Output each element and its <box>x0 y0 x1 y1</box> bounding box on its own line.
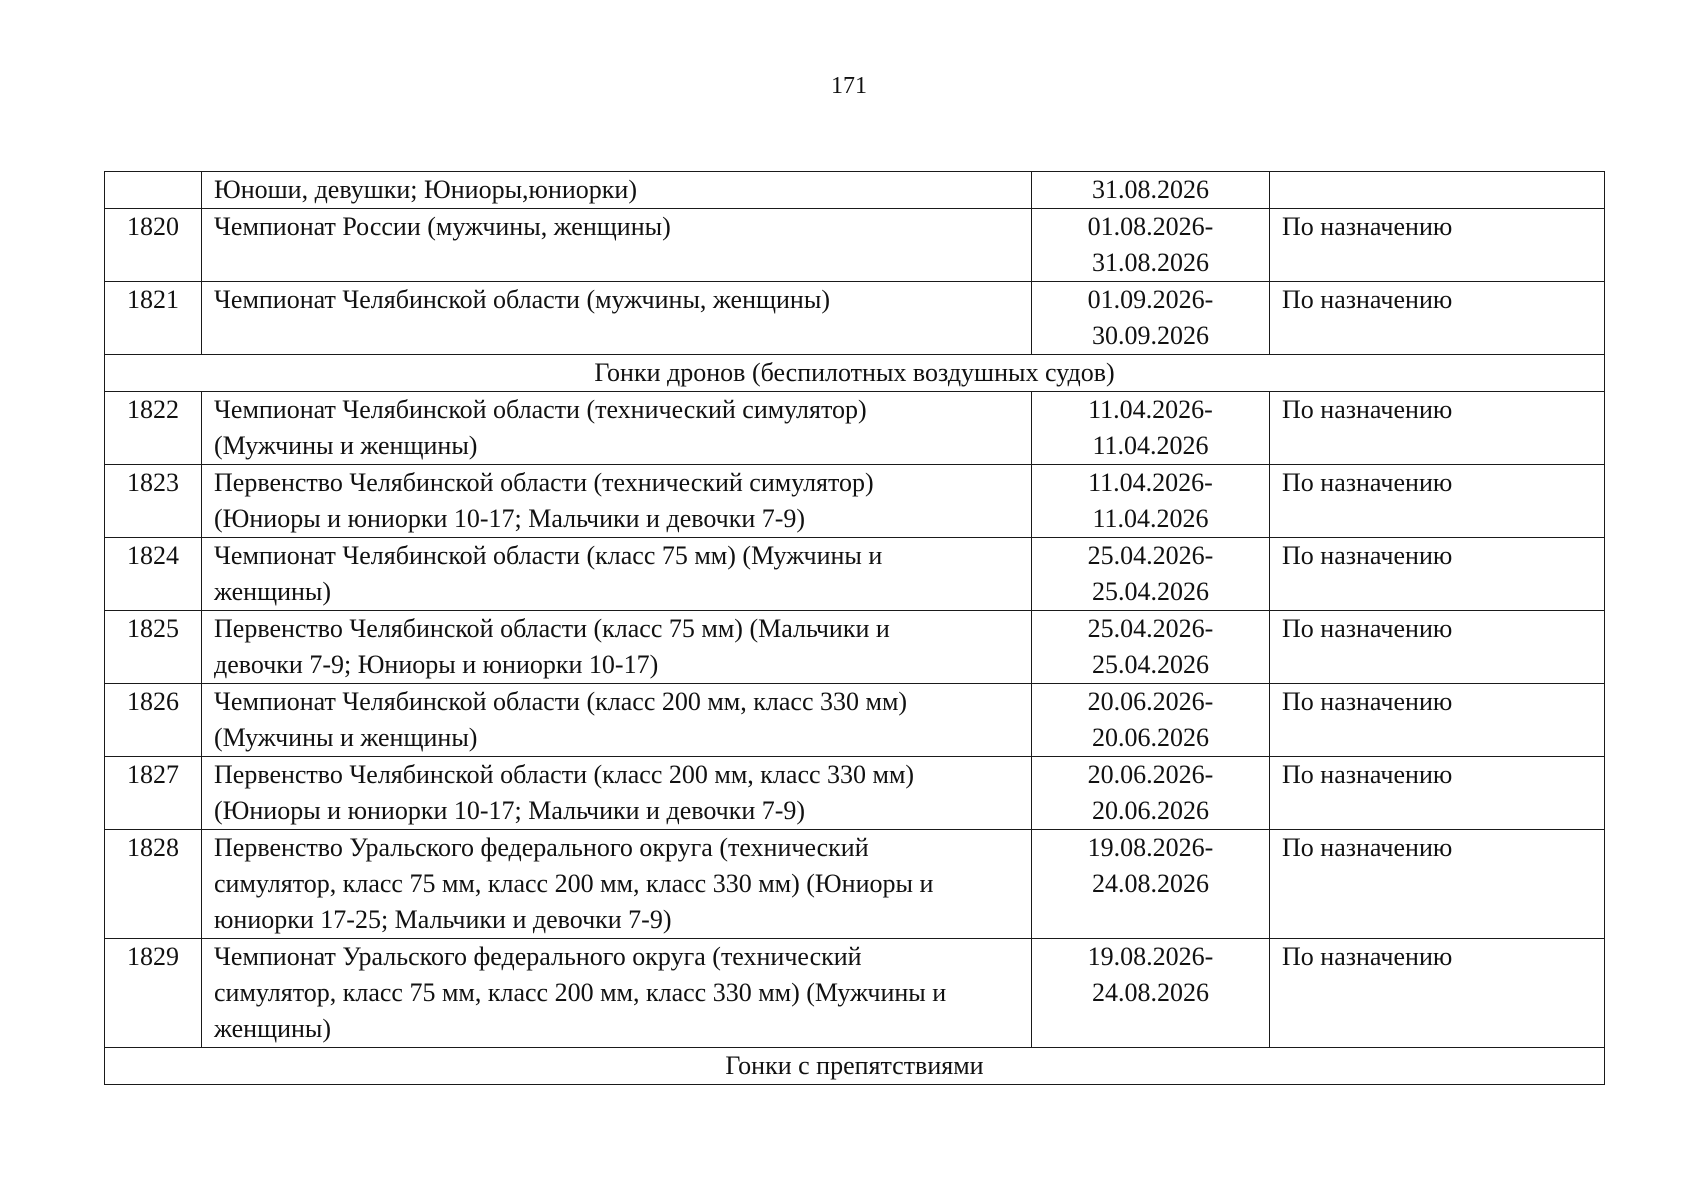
table-row <box>105 209 1605 282</box>
event-dates-cell: 20.06.2026- 20.06.2026 <box>1032 757 1270 830</box>
event-place-cell: По назначению <box>1270 757 1605 830</box>
event-dates-cell: 11.04.2026- 11.04.2026 <box>1032 392 1270 465</box>
event-number-cell: 1821 <box>105 282 202 355</box>
event-place-cell: По назначению <box>1270 611 1605 684</box>
event-number-cell: 1825 <box>105 611 202 684</box>
event-place-cell: По назначению <box>1270 939 1605 1048</box>
event-dates-cell: 01.09.2026- 30.09.2026 <box>1032 282 1270 355</box>
event-dates-cell: 31.08.2026 <box>1032 172 1270 209</box>
table-row <box>105 282 1605 355</box>
event-dates-cell: 19.08.2026- 24.08.2026 <box>1032 939 1270 1048</box>
event-name-cell: Чемпионат Челябинской области (класс 200 мм, класс 330 мм) (Мужчины и женщины) <box>202 684 1032 757</box>
event-number-cell: 1828 <box>105 830 202 939</box>
event-number-cell: 1822 <box>105 392 202 465</box>
event-name-cell: Первенство Челябинской области (класс 75 мм) (Мальчики и девочки 7-9; Юниоры и юниорки 10-17) <box>202 611 1032 684</box>
event-place-cell: По назначению <box>1270 684 1605 757</box>
event-name-cell: Первенство Челябинской области (класс 200 мм, класс 330 мм) (Юниоры и юниорки 10-17; Мальчики и девочки 7-9) <box>202 757 1032 830</box>
section-title: Гонки с препятствиями <box>105 1048 1605 1085</box>
event-name-cell: Чемпионат Челябинской области (класс 75 мм) (Мужчины и женщины) <box>202 538 1032 611</box>
event-dates-cell: 01.08.2026- 31.08.2026 <box>1032 209 1270 282</box>
section-header-row <box>105 355 1605 392</box>
event-place-cell: По назначению <box>1270 538 1605 611</box>
event-name-cell: Первенство Уральского федерального округа (технический симулятор, класс 75 мм, класс 200 мм, класс 330 мм) (Юниоры и юниорки 17-25; Мальчики и девочки 7-9) <box>202 830 1032 939</box>
event-name-cell: Чемпионат Челябинской области (технический симулятор) (Мужчины и женщины) <box>202 392 1032 465</box>
table-row <box>105 538 1605 611</box>
event-place-cell <box>1270 172 1605 209</box>
event-place-cell: По назначению <box>1270 392 1605 465</box>
table-row <box>105 830 1605 939</box>
table-row <box>105 172 1605 209</box>
event-number-cell: 1820 <box>105 209 202 282</box>
event-dates-cell: 19.08.2026- 24.08.2026 <box>1032 830 1270 939</box>
table-row <box>105 757 1605 830</box>
table-row <box>105 684 1605 757</box>
event-number-cell: 1826 <box>105 684 202 757</box>
event-place-cell: По назначению <box>1270 830 1605 939</box>
event-name-cell: Чемпионат Уральского федерального округа (технический симулятор, класс 75 мм, класс 200 мм, класс 330 мм) (Мужчины и женщины) <box>202 939 1032 1048</box>
event-dates-cell: 11.04.2026- 11.04.2026 <box>1032 465 1270 538</box>
event-place-cell: По назначению <box>1270 282 1605 355</box>
event-number-cell: 1823 <box>105 465 202 538</box>
table-row <box>105 392 1605 465</box>
event-number-cell: 1824 <box>105 538 202 611</box>
table-row <box>105 611 1605 684</box>
table-row <box>105 465 1605 538</box>
event-place-cell: По назначению <box>1270 465 1605 538</box>
page-number: 171 <box>831 73 867 99</box>
section-title: Гонки дронов (беспилотных воздушных судов) <box>105 355 1605 392</box>
event-dates-cell: 25.04.2026- 25.04.2026 <box>1032 538 1270 611</box>
event-dates-cell: 25.04.2026- 25.04.2026 <box>1032 611 1270 684</box>
table-row <box>105 939 1605 1048</box>
event-dates-cell: 20.06.2026- 20.06.2026 <box>1032 684 1270 757</box>
events-table <box>104 171 1605 1085</box>
event-number-cell: 1829 <box>105 939 202 1048</box>
event-place-cell: По назначению <box>1270 209 1605 282</box>
event-name-cell: Чемпионат Челябинской области (мужчины, женщины) <box>202 282 1032 355</box>
event-name-cell: Первенство Челябинской области (технический симулятор) (Юниоры и юниорки 10-17; Мальчики и девочки 7-9) <box>202 465 1032 538</box>
event-number-cell: 1827 <box>105 757 202 830</box>
event-number-cell <box>105 172 202 209</box>
event-name-cell: Чемпионат России (мужчины, женщины) <box>202 209 1032 282</box>
event-name-cell: Юноши, девушки; Юниоры,юниорки) <box>202 172 1032 209</box>
section-header-row <box>105 1048 1605 1085</box>
